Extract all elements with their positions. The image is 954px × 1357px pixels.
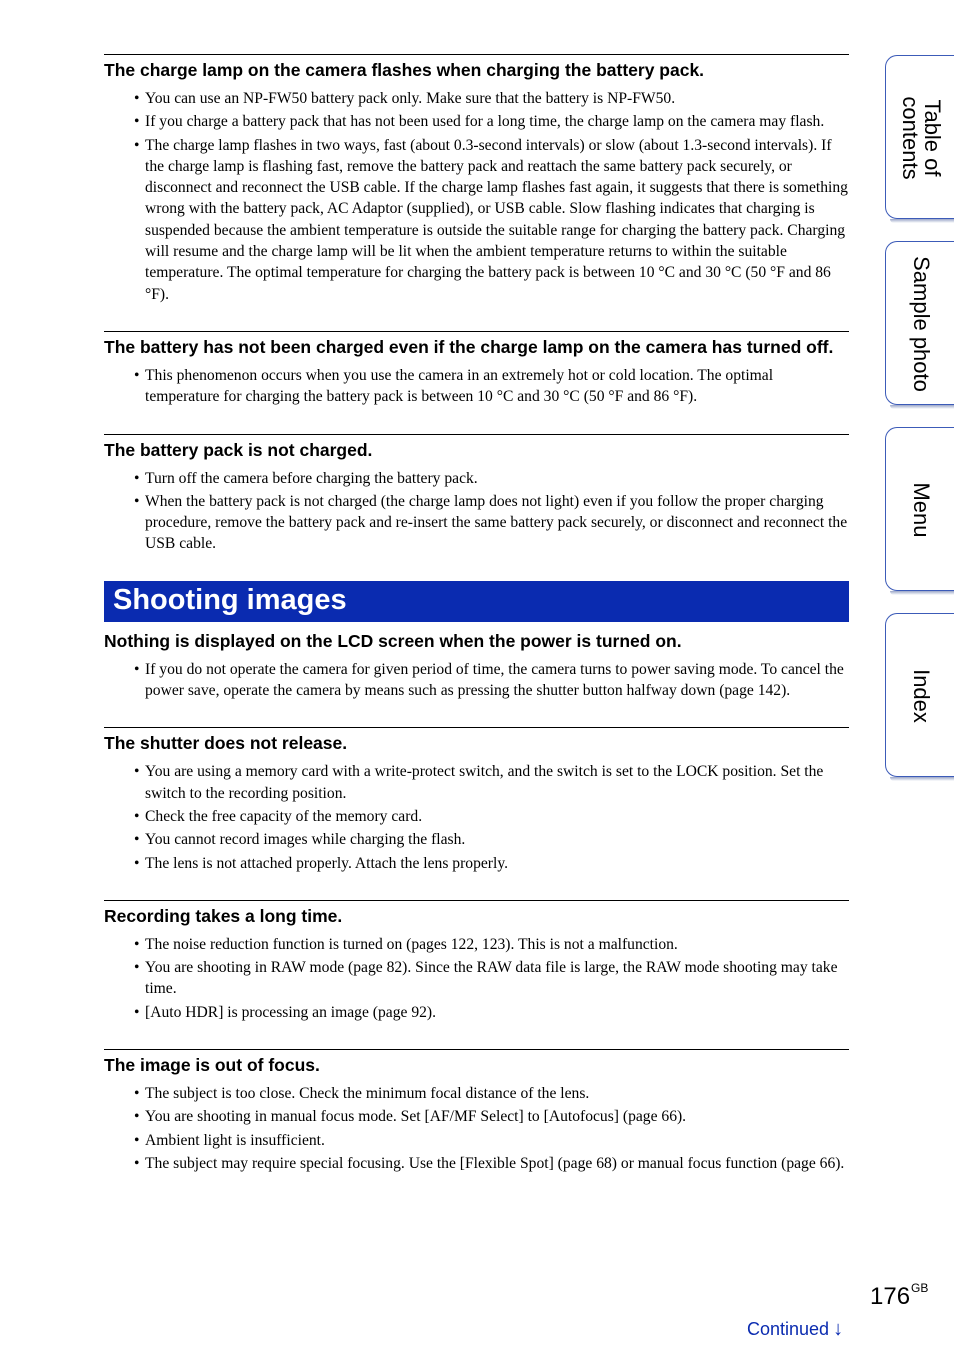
continued-label: Continued xyxy=(747,1319,830,1339)
continued-link[interactable] xyxy=(747,1318,843,1341)
section-banner: Shooting images xyxy=(104,581,849,622)
list-item: • When the battery pack is not charged (the charge lamp does not light) even if you follow the proper charging procedure, remove the battery pack and re-insert the same battery pack securely, or disconnect and reconnect the USB cable. xyxy=(145,491,849,555)
tab-label: Table of contents xyxy=(898,96,945,180)
list-item: • [Auto HDR] is processing an image (page 92). xyxy=(145,1002,849,1023)
troubleshoot-section xyxy=(104,900,849,1023)
arrow-down-icon: ↓ xyxy=(833,1318,844,1340)
list-item: • The noise reduction function is turned on (pages 122, 123). This is not a malfunction. xyxy=(145,934,849,955)
list-item: • The charge lamp flashes in two ways, fast (about 0.3-second intervals) or slow (about 1.3-second intervals). If the charge lamp is flashing fast, remove the battery pack and reattach the same battery pack securely, or disconnect and reconnect the USB cable. If the charge lamp flashes fast again, it suggests that there is something wrong with the battery pack, AC Adaptor (supplied), or USB cable. Slow flashing indicates that charging is suspended because the ambient temperature is outside the suitable range for charging the battery pack. Charging will resume and the charge lamp will be lit when the ambient temperature returns to within the suitable temperature. The optimal temperature for charging the battery pack is between 10 °C and 30 °C (50 °F and 86 °F). xyxy=(145,135,849,305)
troubleshoot-section xyxy=(104,54,849,305)
tab-table-of-contents[interactable] xyxy=(885,55,954,219)
page-number xyxy=(870,1281,928,1311)
section-heading: The battery pack is not charged. xyxy=(104,439,373,460)
list-item: • Turn off the camera before charging the battery pack. xyxy=(145,468,849,489)
list-item: • The lens is not attached properly. Attach the lens properly. xyxy=(145,853,849,874)
bullet-list xyxy=(104,934,849,1023)
troubleshoot-section xyxy=(104,727,849,873)
list-item: • If you do not operate the camera for given period of time, the camera turns to power saving mode. To cancel the power save, operate the camera by means such as pressing the shutter button halfway down (page 142). xyxy=(145,659,849,702)
page-number-value: 176 xyxy=(870,1283,911,1310)
bullet-list xyxy=(104,761,849,873)
list-item: • You are shooting in manual focus mode. Set [AF/MF Select] to [Autofocus] (page 66). xyxy=(145,1106,849,1127)
manual-content xyxy=(104,54,849,1200)
bullet-list xyxy=(104,1083,849,1174)
troubleshoot-section xyxy=(104,434,849,555)
list-item: • You are using a memory card with a write-protect switch, and the switch is set to the LOCK position. Set the switch to the recording position. xyxy=(145,761,849,804)
list-item: • You can use an NP-FW50 battery pack only. Make sure that the battery is NP-FW50. xyxy=(145,88,849,109)
bullet-list xyxy=(104,365,849,408)
bullet-list xyxy=(104,88,849,305)
tab-label: Menu xyxy=(909,482,934,538)
troubleshoot-section xyxy=(104,331,849,408)
list-item: • If you charge a battery pack that has not been used for a long time, the charge lamp on the camera may flash. xyxy=(145,111,849,132)
bullet-list xyxy=(104,659,849,702)
tab-index[interactable] xyxy=(885,613,954,777)
tab-sample-photo[interactable] xyxy=(885,241,954,405)
list-item: • Check the free capacity of the memory card. xyxy=(145,806,849,827)
list-item: • The subject is too close. Check the minimum focal distance of the lens. xyxy=(145,1083,849,1104)
tab-label: Index xyxy=(909,669,934,723)
section-heading: Recording takes a long time. xyxy=(104,905,343,926)
list-item: • Ambient light is insufficient. xyxy=(145,1130,849,1151)
bullet-list xyxy=(104,468,849,555)
section-heading: Nothing is displayed on the LCD screen when the power is turned on. xyxy=(104,630,682,651)
list-item: • You are shooting in RAW mode (page 82). Since the RAW data file is large, the RAW mode shooting may take time. xyxy=(145,957,849,1000)
section-heading: The image is out of focus. xyxy=(104,1055,320,1076)
troubleshoot-section xyxy=(104,1049,849,1174)
list-item: • The subject may require special focusing. Use the [Flexible Spot] (page 68) or manual focus function (page 66). xyxy=(145,1153,849,1174)
list-item: • This phenomenon occurs when you use the camera in an extremely hot or cold location. The optimal temperature for charging the battery pack is between 10 °C and 30 °C (50 °F and 86 °F). xyxy=(145,365,849,408)
troubleshoot-section xyxy=(104,630,849,702)
page-number-suffix: GB xyxy=(911,1281,929,1295)
section-heading: The battery has not been charged even if the charge lamp on the camera has turned off. xyxy=(104,336,834,357)
tab-menu[interactable] xyxy=(885,427,954,591)
list-item: • You cannot record images while charging the flash. xyxy=(145,829,849,850)
tab-label: Sample photo xyxy=(909,256,934,392)
section-heading: The shutter does not release. xyxy=(104,733,348,754)
section-heading: The charge lamp on the camera flashes when charging the battery pack. xyxy=(104,60,705,80)
